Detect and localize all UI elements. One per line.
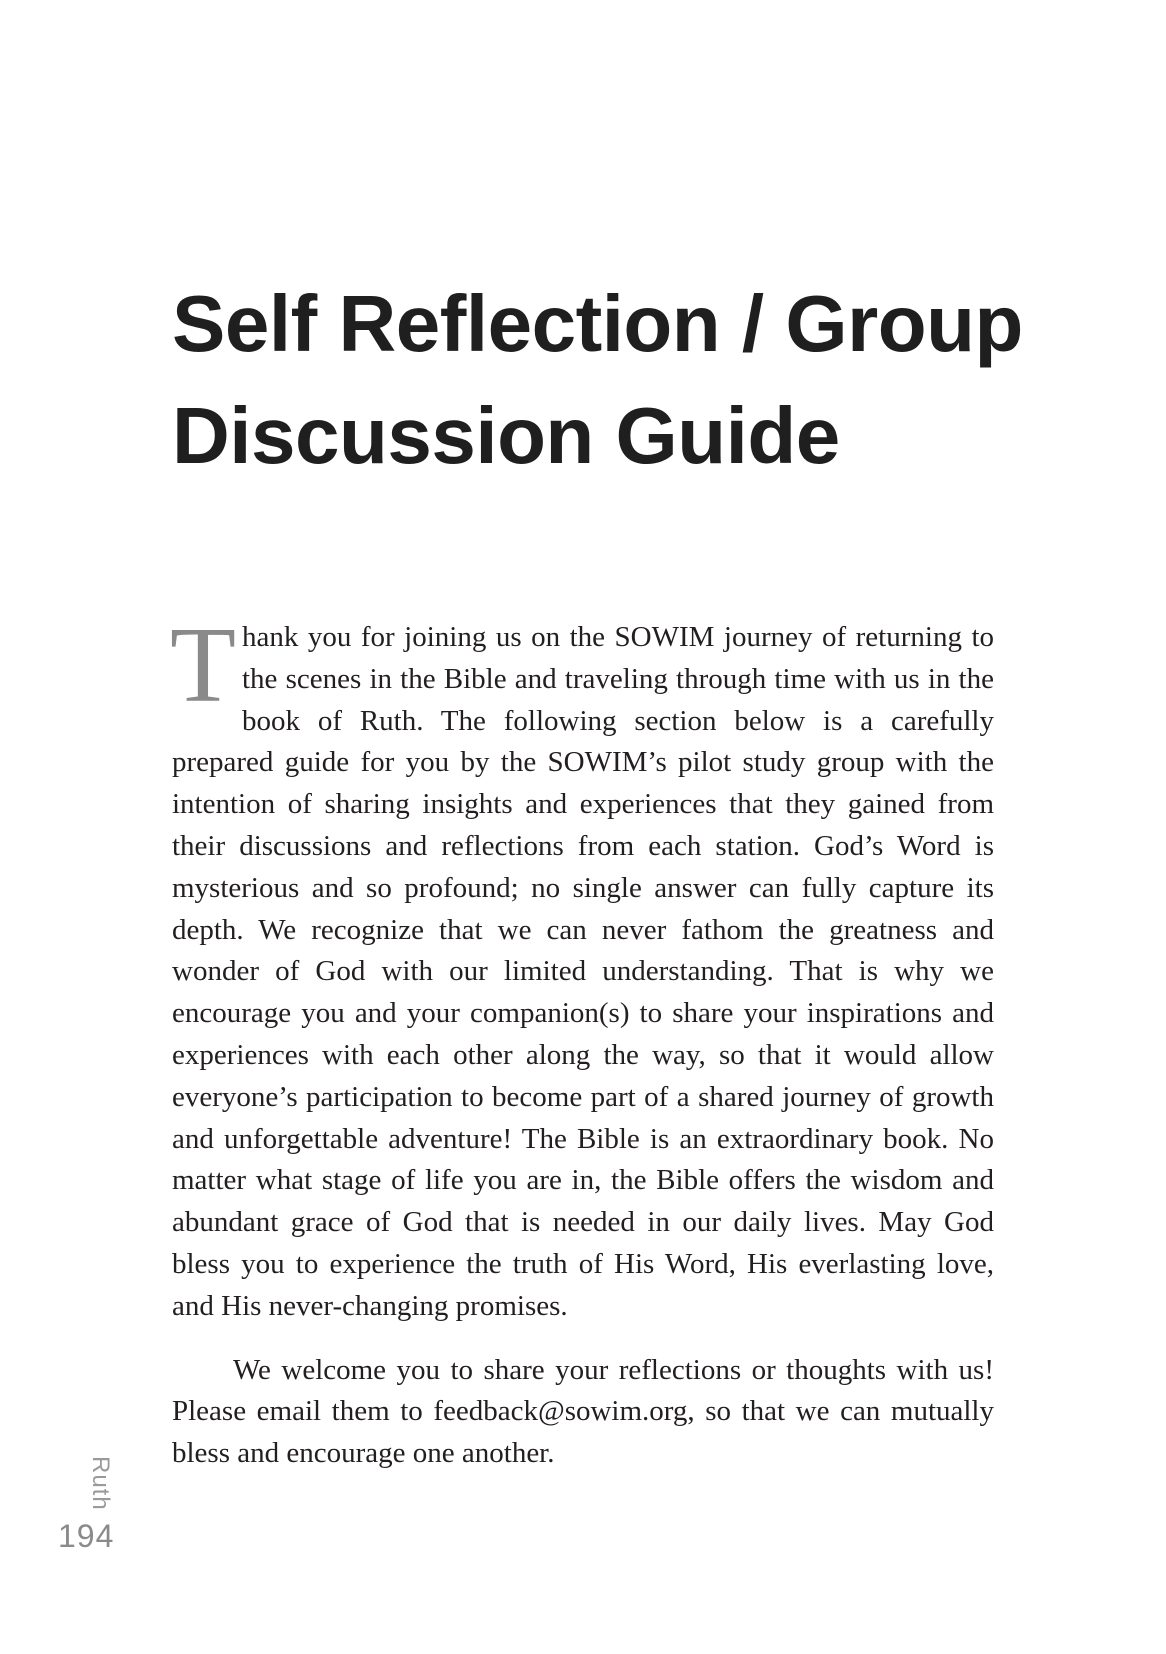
drop-cap: T: [170, 606, 236, 725]
page-title: [172, 268, 1032, 492]
title-line-1: Self Reflection / Group: [172, 279, 1023, 368]
title-line-2: Discussion Guide: [172, 391, 840, 480]
feedback-paragraph: We welcome you to share your reflections or thoughts with us! Please email them to feedback@sowim.org, so that we can mutually bless and encourage one another.: [172, 1353, 994, 1470]
intro-paragraph: [170, 606, 994, 1328]
running-head: Ruth: [87, 1456, 114, 1511]
page-number: 194: [58, 1518, 115, 1554]
intro-paragraph-text: hank you for joining us on the SOWIM journey of returning to the scenes in the Bible and traveling through time with us in the book of Ruth. The following section below is a carefully prepared guide for you by the SOWIM’s pilot study group with the intention of sharing insights and experiences that they gained from their discussions and reflections from each station. God’s Word is mysterious and so profound; no single answer can fully capture its depth. We recognize that we can never fathom the greatness and wonder of God with our limited understanding. That is why we encourage you and your companion(s) to share your inspirations and experiences with each other along the way, so that it would allow everyone’s participation to become part of a shared journey of growth and unforgettable adventure! The Bible is an extraordinary book. No matter what stage of life you are in, the Bible offers the wisdom and abundant grace of God that is needed in our daily lives. May God bless you to experience the truth of His Word, His everlasting love, and His never-changing promises.: [172, 621, 994, 1322]
body-text: [170, 606, 994, 1475]
